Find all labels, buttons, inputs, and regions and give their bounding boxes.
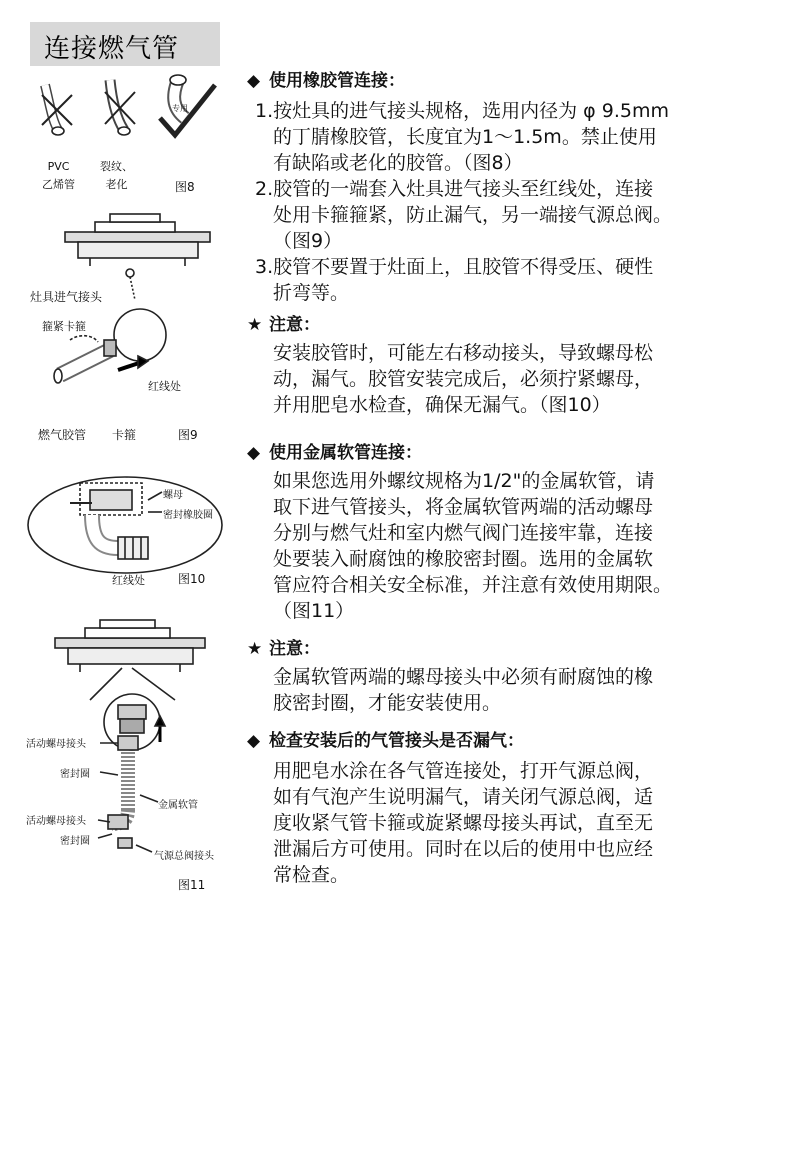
section-heading-check: ◆ 检查安装后的气管接头是否漏气：	[247, 731, 524, 751]
cracked-hose-icon	[105, 80, 135, 135]
star-icon: ★	[247, 639, 263, 659]
leak-check-text: 用肥皂水涂在各气管连接处，打开气源总阀， 如有气泡产生说明漏气，请关闭气源总阀，适 度收紧气管卡箍或旋紧螺母接头再试，直至无 泄漏后方可使用。同时在以后的使用中也应经 常检查。	[273, 760, 654, 886]
fig11-label-valve-joint: 气源总阀接头	[154, 851, 214, 862]
fig10-label-seal-ring: 密封橡胶圈	[163, 510, 213, 521]
rubber-item-2: 2.胶管的一端套入灶具进气接头至红线处，连接 处用卡箍箍紧，防止漏气，另一端接气源总阀。 （图9）	[255, 178, 673, 252]
fig9-label-inlet: 灶具进气接头	[30, 290, 103, 304]
fig11-label-metal-hose: 金属软管	[158, 800, 198, 811]
diamond-icon: ◆	[247, 443, 261, 463]
fig9-label-clamp-tighten: 箍紧卡箍	[42, 320, 86, 333]
fig8-label-pvc: PVC 乙烯管	[42, 160, 75, 191]
fig10-label-nut: 螺母	[163, 490, 183, 501]
fig11-label-nut-joint-1: 活动螺母接头	[26, 739, 86, 750]
fig10-caption: 图10	[178, 572, 206, 586]
note-heading-2: ★ 注意：	[247, 639, 320, 659]
fig11-caption: 图11	[178, 878, 206, 892]
fig8-caption: 图8	[175, 180, 195, 194]
fig9-label-clamp: 卡箍	[112, 428, 137, 442]
section-heading-rubber: ◆ 使用橡胶管连接：	[247, 71, 405, 91]
pvc-hose-icon	[42, 85, 72, 135]
fig11-label-seal-2: 密封圈	[60, 836, 90, 847]
section-heading-metal: ◆ 使用金属软管连接：	[247, 443, 422, 463]
fig8-label-special: 专用	[172, 104, 188, 113]
note-heading-1: ★ 注意：	[247, 315, 320, 335]
fig8-label-crack: 裂纹、 老化	[100, 160, 133, 191]
fig11-label-nut-joint-2: 活动螺母接头	[26, 816, 86, 827]
rubber-item-3: 3.胶管不要置于灶面上，且胶管不得受压、硬性 折弯等。	[255, 256, 654, 304]
star-icon: ★	[247, 315, 263, 335]
instructions-text	[247, 70, 792, 888]
note-1-text: 安装胶管时，可能左右移动接头，导致螺母松 动，漏气。胶管安装完成后，必须拧紧螺母， 并用肥皂水检查，确保无漏气。（图10）	[273, 342, 654, 416]
nut-seal-detail-icon	[28, 477, 222, 573]
page-title: 连接燃气管	[44, 34, 180, 64]
fig9-label-gas-hose: 燃气胶管	[38, 428, 87, 442]
fig11-label-seal-1: 密封圈	[60, 769, 90, 780]
rubber-item-1: 1.按灶具的进气接头规格，选用内径为 φ 9.5mm 的丁腈橡胶管，长度宜为1～1.5m。禁止使用 有缺陷或老化的胶管。（图8）	[255, 100, 669, 174]
metal-hose-text: 如果您选用外螺纹规格为1/2"的金属软管，请 取下进气管接头，将金属软管两端的活动螺母 分别与燃气灶和室内燃气阀门连接牢靠，连接 处要装入耐腐蚀的橡胶密封圈。选用的金属软 管应符合相关安全标准，并注意有效使用期限。 （图11）	[273, 470, 673, 622]
diamond-icon: ◆	[247, 71, 261, 91]
fig9-caption: 图9	[178, 428, 198, 442]
note-2-text: 金属软管两端的螺母接头中必须有耐腐蚀的橡 胶密封圈，才能安装使用。	[273, 666, 654, 714]
fig10-label-red-line: 红线处	[112, 574, 145, 587]
diamond-icon: ◆	[247, 731, 261, 751]
fig9-label-red-line: 红线处	[148, 380, 181, 393]
